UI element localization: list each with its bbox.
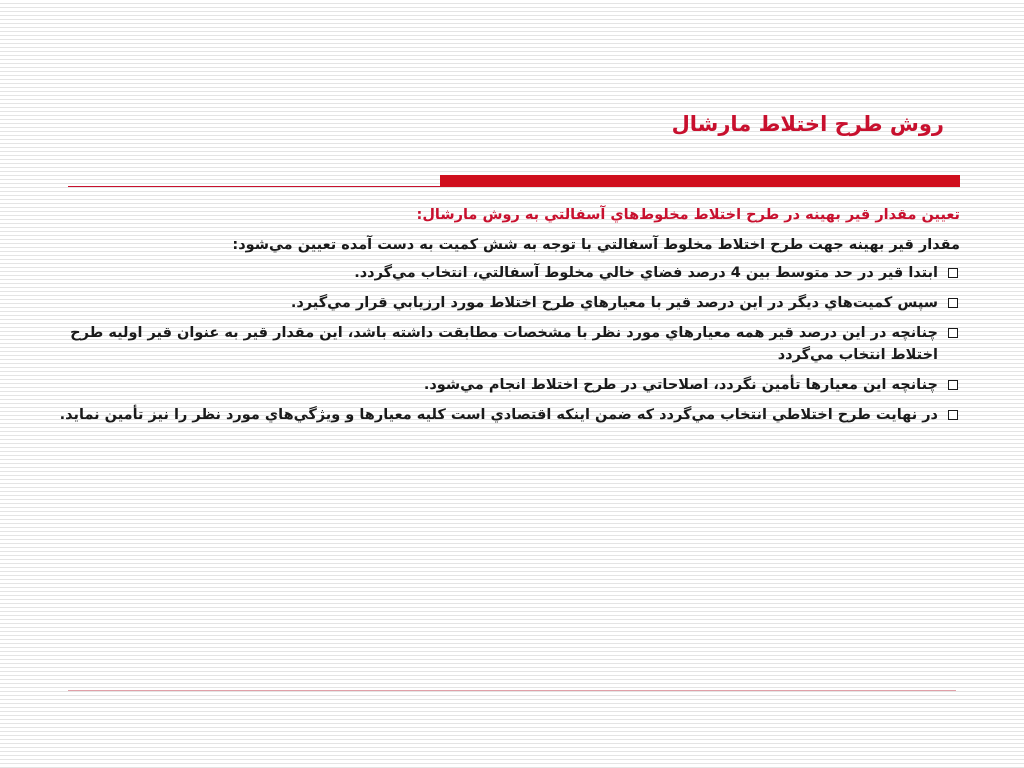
title-underline-bar [440,175,960,187]
bullet-item [40,374,960,396]
content-intro: مقدار قير بهينه جهت طرح اختلاط مخلوط آسفالتي با توجه به شش كميت به دست آمده تعيين مي‌شود: [232,237,960,253]
slide-title: روش طرح اختلاط مارشال [671,112,944,136]
checkbox-bullet-icon [948,298,958,308]
checkbox-bullet-icon [948,328,958,338]
bullet-item [40,404,960,426]
checkbox-bullet-icon [948,380,958,390]
bullet-text: چنانچه اين معيارها تأمين نگردد، اصلاحاتي در طرح اختلاط انجام مي‌شود. [423,377,938,393]
bullet-text: چنانچه در اين درصد قير همه معيارهاي مورد نظر با مشخصات مطابقت داشته باشد، اين مقدار قير به عنوان قير اوليه طرح اختلاط انتخاب مي‌گردد [70,325,938,363]
content-subheading: تعيين مقدار قير بهينه در طرح اختلاط مخلوط‌هاي آسفالتي به روش مارشال: [416,207,960,223]
bullet-list [40,262,960,426]
bullet-item [40,262,960,284]
checkbox-bullet-icon [948,268,958,278]
checkbox-bullet-icon [948,410,958,420]
bullet-text: در نهايت طرح اختلاطي انتخاب مي‌گردد كه ضمن اينكه اقتصادي است كليه معيارها و ويژگي‌هاي مورد نظر را نيز تأمين نمايد. [59,407,938,423]
bullet-item [40,322,960,366]
bullet-text: سپس كميت‌هاي ديگر در اين درصد قير با معيارهاي طرح اختلاط مورد ارزيابي قرار مي‌گيرد. [290,295,938,311]
footer-divider [68,690,956,691]
bullet-text: ابتدا قير در حد متوسط بين 4 درصد فضاي خالي مخلوط آسفالتي، انتخاب مي‌گردد. [354,265,938,281]
slide-content [40,204,960,434]
title-underline-thin [68,186,440,187]
bullet-item [40,292,960,314]
